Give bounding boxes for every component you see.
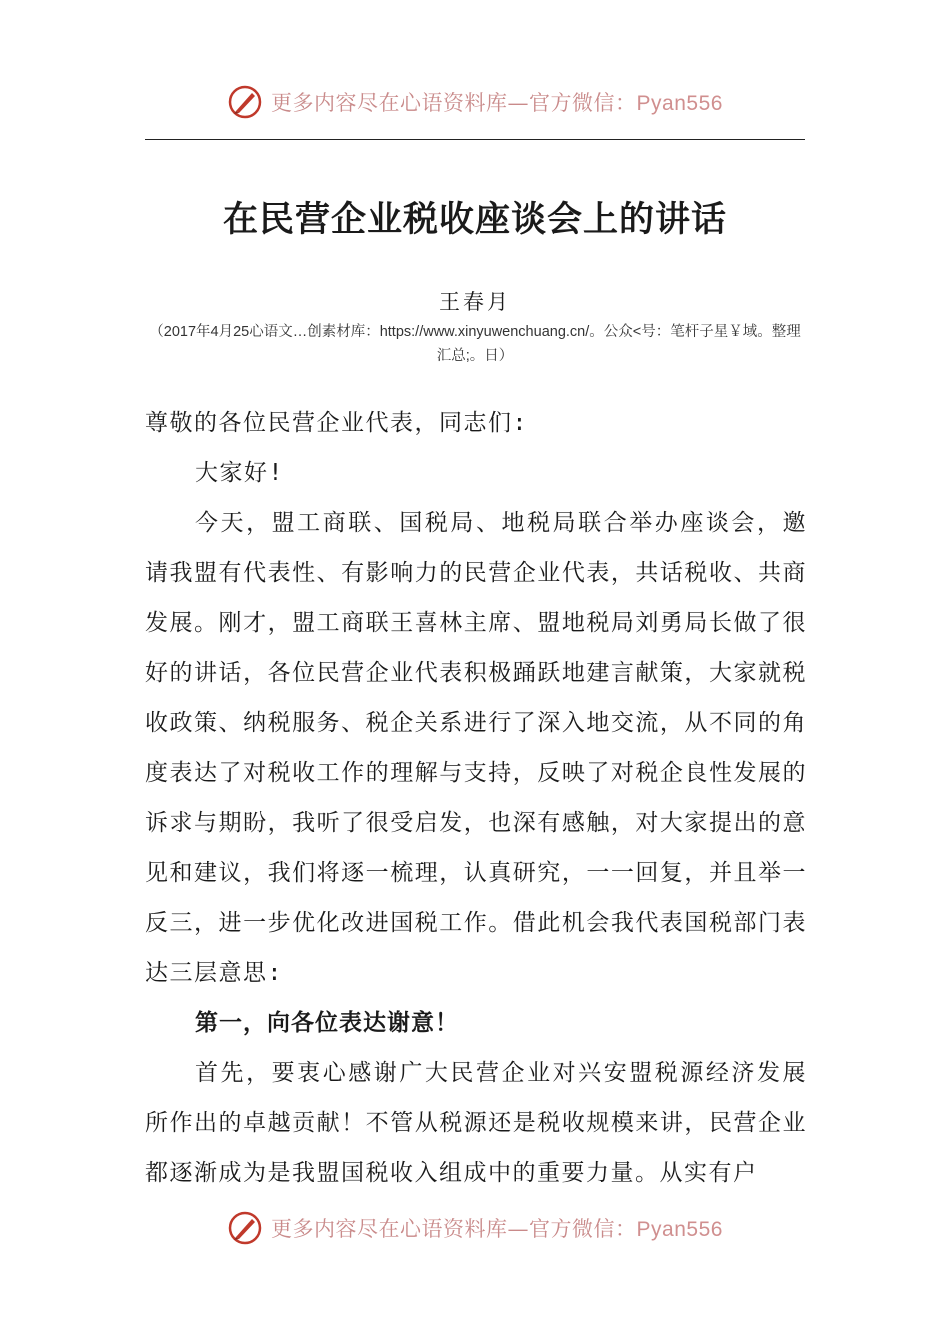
greeting: 大家好! [195,460,284,486]
header-banner [0,80,950,124]
document-title: 在民营企业税收座谈会上的讲话 [222,199,727,240]
footer-banner [0,1206,950,1250]
wechat-handle: Pyan556 [636,1218,723,1241]
header-divider [145,139,805,140]
footer-banner-text: 更多内容尽在心语资料库—官方微信：Pyan556 [271,1217,723,1241]
quill-pen-logo-icon [227,1210,263,1246]
section-heading: 第一，向各位表达谢意！ [195,1010,459,1036]
salutation: 尊敬的各位民营企业代表，同志们: [145,410,528,436]
author-name: 王春月 [439,290,511,314]
paragraph: 首先，要衷心感谢广大民营企业对兴安盟税源经济发展所作出的卓越贡献！不管从税源还是税收规模来讲，民营企业都逐渐成为是我盟国税收入组成中的重要力量。从实有户 [145,1060,807,1186]
header-banner-text: 更多内容尽在心语资料库—官方微信：Pyan556 [271,91,723,115]
wechat-handle: Pyan556 [636,92,723,115]
source-note: （2017年4月25心语文…创素材库：https://www.xinyuwenchuang.cn/。公众<号：笔杆子星￥域。整理汇总;。日） [149,324,801,364]
document-body [145,398,807,1198]
paragraph: 今天，盟工商联、国税局、地税局联合举办座谈会，邀请我盟有代表性、有影响力的民营企业代表，共话税收、共商发展。刚才，盟工商联王喜林主席、盟地税局刘勇局长做了很好的讲话，各位民营企业代表积极踊跃地建言献策，大家就税收政策、纳税服务、税企关系进行了深入地交流，从不同的角度表达了对税收工作的理解与支持，反映了对税企良性发展的诉求与期盼，我听了很受启发，也深有感触，对大家提出的意见和建议，我们将逐一梳理，认真研究，一一回复，并且举一反三，进一步优化改进国税工作。借此机会我代表国税部门表达三层意思: [145,510,807,986]
quill-pen-logo-icon [227,84,263,120]
